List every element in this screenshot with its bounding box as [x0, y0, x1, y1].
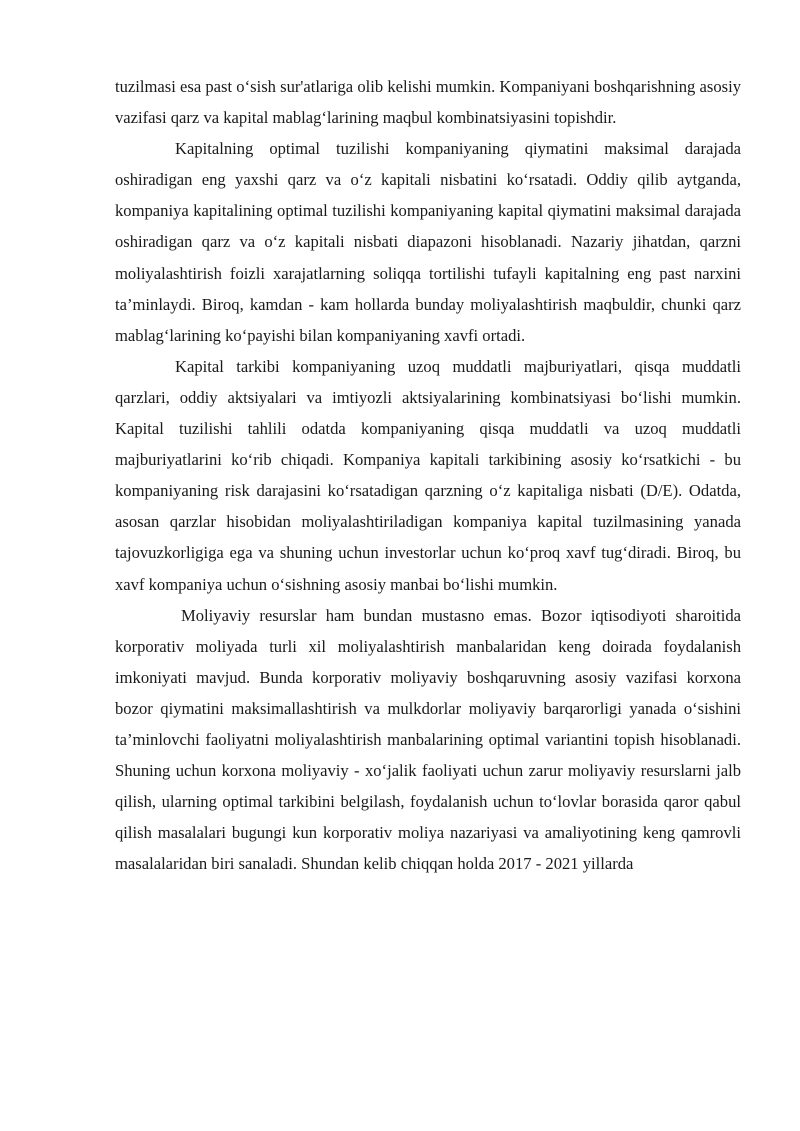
document-page: [115, 71, 741, 879]
paragraph-1: tuzilmasi esa past o‘sish sur'atlariga olib kelishi mumkin. Kompaniyani boshqarishning asosiy vazifasi qarz va kapital mablag‘larining maqbul kombinatsiyasini topishdir.: [115, 77, 741, 128]
paragraph-2: Kapitalning optimal tuzilishi kompaniyaning qiymatini maksimal darajada oshiradigan eng yaxshi qarz va o‘z kapitali nisbatini ko‘rsatadi. Oddiy qilib aytganda, kompaniya kapitalining optimal tuzilishi kompaniyaning kapital qiymatini maksimal darajada oshiradigan qarz va o‘z kapitali nisbati diapazoni hisoblanadi. Nazariy jihatdan, qarzni moliyalashtirish foizli xarajatlarning soliqqa tortilishi tufayli kapitalning eng past narxini ta’minlaydi. Biroq, kamdan - kam hollarda bunday moliyalashtirish maqbuldir, chunki qarz mablag‘larining ko‘payishi bilan kompaniyaning xavfi ortadi.: [115, 139, 741, 345]
paragraph-3: Kapital tarkibi kompaniyaning uzoq muddatli majburiyatlari, qisqa muddatli qarzlari, oddiy aktsiyalari va imtiyozli aktsiyalarining kombinatsiyasi bo‘lishi mumkin. Kapital tuzilishi tahlili odatda kompaniyaning qisqa muddatli va uzoq muddatli majburiyatlarini ko‘rib chiqadi. Kompaniya kapitali tarkibining asosiy ko‘rsatkichi - bu kompaniyaning risk darajasini ko‘rsatadigan qarzning o‘z kapitaliga nisbati (D/E). Odatda, asosan qarzlar hisobidan moliyalashtiriladigan kompaniya kapital tuzilmasining yanada tajovuzkorligiga ega va shuning uchun investorlar uchun ko‘proq xavf tug‘diradi. Biroq, bu xavf kompaniya uchun o‘sishning asosiy manbai bo‘lishi mumkin.: [115, 356, 741, 594]
paragraph-4: Moliyaviy resurslar ham bundan mustasno emas. Bozor iqtisodiyoti sharoitida korporativ moliyada turli xil moliyalashtirish manbalaridan keng doirada foydalanish imkoniyati mavjud. Bunda korporativ moliyaviy boshqaruvning asosiy vazifasi korxona bozor qiymatini maksimallashtirish va mulkdorlar moliyaviy barqarorligi yanada o‘sishini ta’minlovchi faoliyatni moliyalashtirish manbalarining optimal variantini topish hisoblanadi. Shuning uchun korxona moliyaviy - xo‘jalik faoliyati uchun zarur moliyaviy resurslarni jalb qilish, ularning optimal tarkibini belgilash, foydalanish uchun to‘lovlar borasida qaror qabul qilish masalalari bugungi kun korporativ moliya nazariyasi va amaliyotining keng qamrovli masalalaridan biri sanaladi. Shundan kelib chiqqan holda 2017 - 2021 yillarda: [115, 605, 741, 874]
